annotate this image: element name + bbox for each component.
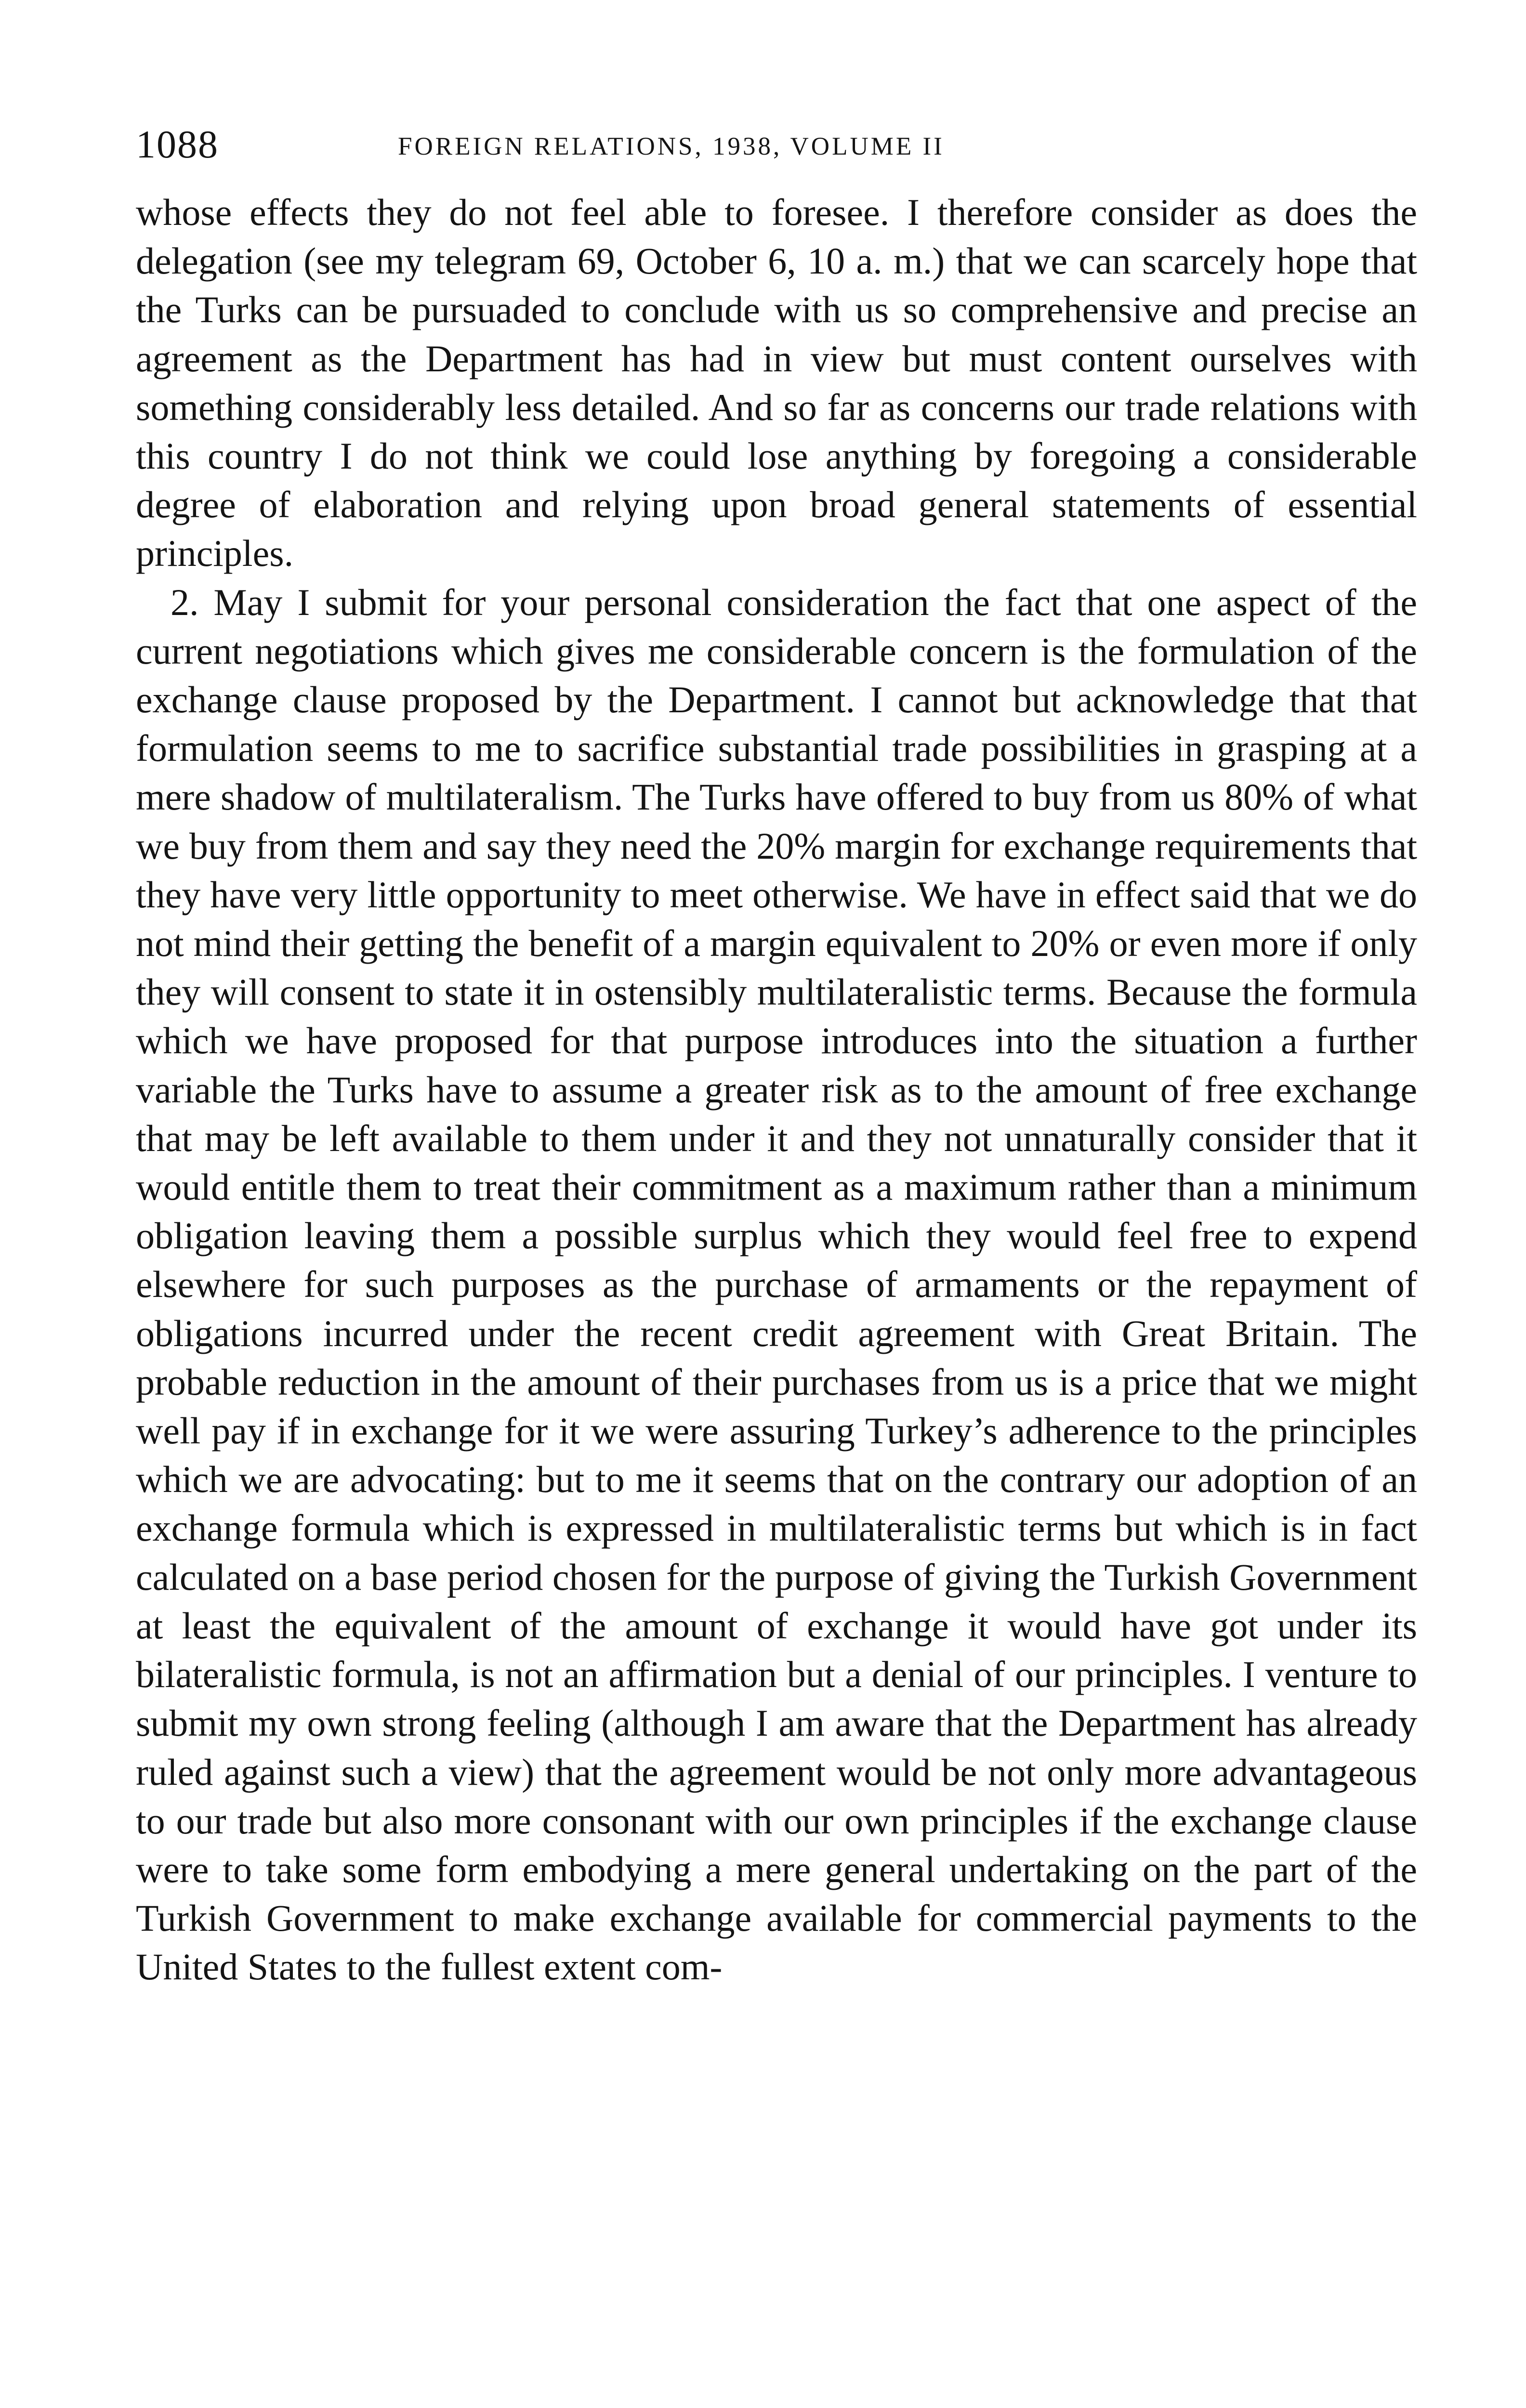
page-number: 1088 <box>136 122 219 166</box>
page-header <box>136 120 1417 178</box>
paragraph-continuation: whose effects they do not feel able to foresee. I therefore consider as does the delegation (see my telegram 69, October 6, 10 a. m.) that we can scarcely hope that the Turks can be pursuaded to conclude with us so comprehensive and precise an agreement as the Department has had in view but must content ourselves with something considerably less detailed. And so far as concerns our trade relations with this country I do not think we could lose anything by foregoing a considerable degree of elaboration and relying upon broad general statements of essential principles. <box>136 191 1417 575</box>
running-head: FOREIGN RELATIONS, 1938, VOLUME II <box>398 132 945 160</box>
paragraph-2: 2. May I submit for your personal consideration the fact that one aspect of the current negotiations which gives me considerable concern is the formulation of the exchange clause proposed by the Department. I cannot but acknowledge that that formulation seems to me to sacrifice substantial trade possibilities in grasping at a mere shadow of multilateralism. The Turks have offered to buy from us 80% of what we buy from them and say they need the 20% margin for exchange requirements that they have very little opportunity to meet otherwise. We have in effect said that we do not mind their getting the benefit of a margin equivalent to 20% or even more if only they will consent to state it in ostensibly multilateralistic terms. Because the formula which we have proposed for that purpose introduces into the situation a further variable the Turks have to assume a greater risk as to the amount of free exchange that may be left available to them under it and they not unnaturally consider that it would entitle them to treat their commitment as a maximum rather than a minimum obligation leaving them a possible surplus which they would feel free to expend elsewhere for such purposes as the purchase of armaments or the repayment of obligations incurred under the recent credit agreement with Great Britain. The probable reduction in the amount of their purchases from us is a price that we might well pay if in exchange for it we were assuring Turkey’s adherence to the principles which we are advocating: but to me it seems that on the contrary our adoption of an exchange formula which is expressed in multilateralistic terms but which is in fact calculated on a base period chosen for the purpose of giving the Turkish Government at least the equivalent of the amount of exchange it would have got under its bilateralistic formula, is not an affirmation but a denial of our principles. I venture to submit my own strong feeling (although I am aware that the Department has already ruled against such a view) that the agreement would be not only more advantageous to our trade but also more consonant with our own principles if the exchange clause were to take some form embodying a mere general undertaking on the part of the Turkish Government to make exchange available for commercial payments to the United States to the fullest extent com- <box>136 581 1417 1988</box>
document-page <box>136 120 1417 1991</box>
body-text <box>136 188 1417 1991</box>
